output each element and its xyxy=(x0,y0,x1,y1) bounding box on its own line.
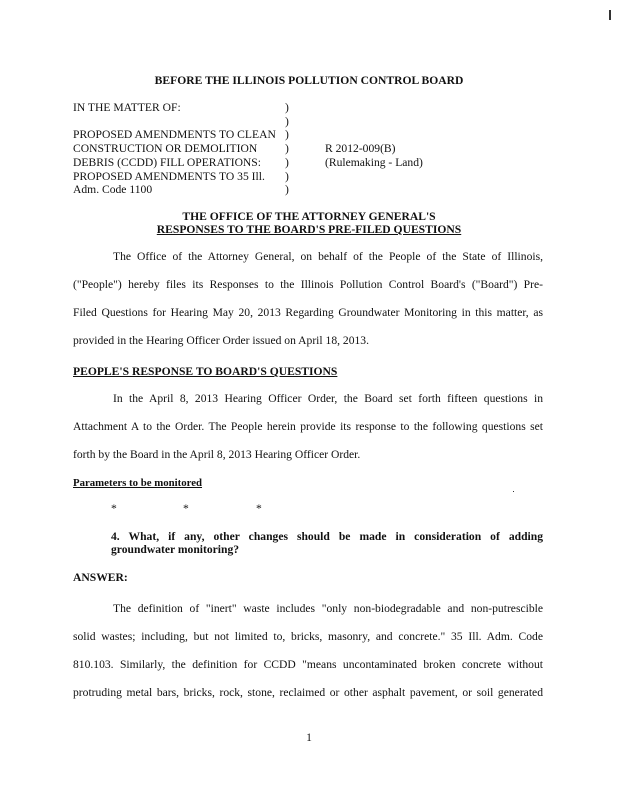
answer-line: solid wastes; including, but not limited to, bricks, masonry, and concrete." 35 Ill. Adm. Code xyxy=(73,630,543,643)
caption-paren: ) xyxy=(285,183,289,196)
answer-line: The definition of "inert" waste includes "only non-biodegradable and non-putrescible xyxy=(113,602,543,615)
section-line: Attachment A to the Order. The People herein provide its response to the following questions set xyxy=(73,420,543,433)
intro-line: ("People") hereby files its Responses to the Illinois Pollution Control Board's ("Board") Pre- xyxy=(73,278,543,291)
caption-line: IN THE MATTER OF: xyxy=(73,101,181,114)
caption-line: DEBRIS (CCDD) FILL OPERATIONS: xyxy=(73,156,261,169)
case-type: (Rulemaking - Land) xyxy=(325,156,423,169)
document-heading: BEFORE THE ILLINOIS POLLUTION CONTROL BOARD xyxy=(154,74,464,87)
intro-line: Filed Questions for Hearing May 20, 2013 Regarding Groundwater Monitoring in this matter, as xyxy=(73,306,543,319)
answer-label: ANSWER: xyxy=(73,571,128,584)
caption-paren: ) xyxy=(285,156,289,169)
answer-line: protruding metal bars, bricks, rock, stone, reclaimed or other asphalt pavement, or soil generated xyxy=(73,686,543,699)
answer-line: 810.103. Similarly, the definition for CCDD "means uncontaminated broken concrete without xyxy=(73,658,543,671)
caption-paren: ) xyxy=(285,101,289,114)
section-heading: PEOPLE'S RESPONSE TO BOARD'S QUESTIONS xyxy=(73,365,338,378)
caption-line: CONSTRUCTION OR DEMOLITION xyxy=(73,142,258,155)
doc-title-line2 xyxy=(0,223,618,237)
scan-speck xyxy=(513,491,514,492)
ellipsis-asterisk: * xyxy=(256,502,262,515)
caption-line: PROPOSED AMENDMENTS TO CLEAN xyxy=(73,128,276,141)
intro-line: provided in the Hearing Officer Order issued on April 18, 2013. xyxy=(73,334,370,347)
section-line: In the April 8, 2013 Hearing Officer Order, the Board set forth fifteen questions in xyxy=(113,392,543,405)
ellipsis-asterisk: * xyxy=(111,502,117,515)
caption-paren: ) xyxy=(285,170,289,183)
caption-line: Adm. Code 1100 xyxy=(73,183,153,196)
case-number: R 2012-009(B) xyxy=(325,142,396,155)
doc-title-underlined: RESPONSES TO THE BOARD'S PRE-FILED QUESTIONS xyxy=(156,223,462,236)
page-number: 1 xyxy=(306,731,312,744)
question-line: groundwater monitoring? xyxy=(111,543,240,556)
section-line: forth by the Board in the April 8, 2013 Hearing Officer Order. xyxy=(73,448,361,461)
doc-title-line1: THE OFFICE OF THE ATTORNEY GENERAL'S xyxy=(182,210,436,223)
intro-line: The Office of the Attorney General, on behalf of the People of the State of Illinois, xyxy=(113,250,543,263)
question-line: 4. What, if any, other changes should be made in consideration of adding xyxy=(111,530,543,543)
caption-paren: ) xyxy=(285,128,289,141)
subheading-parameters: Parameters to be monitored xyxy=(73,477,203,489)
ellipsis-asterisk: * xyxy=(183,502,189,515)
caption-line: PROPOSED AMENDMENTS TO 35 Ill. xyxy=(73,170,265,183)
caption-paren: ) xyxy=(285,115,289,128)
scan-mark xyxy=(609,10,611,20)
caption-paren: ) xyxy=(285,142,289,155)
